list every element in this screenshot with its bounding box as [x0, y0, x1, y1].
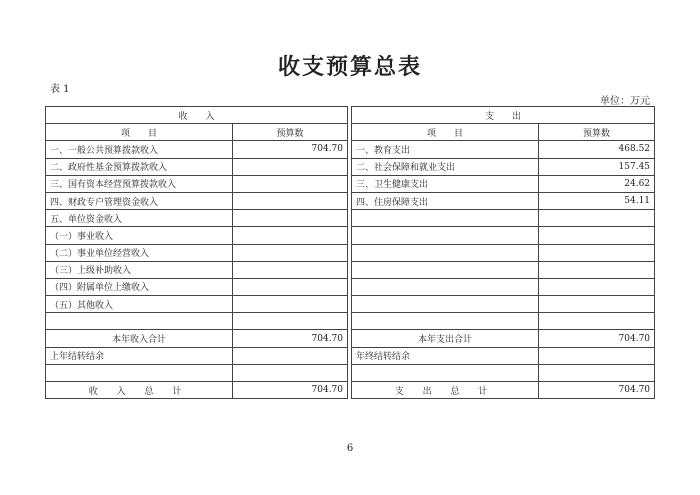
- table-row: [46, 175, 655, 192]
- income-amount-cell: 704.70: [233, 141, 348, 158]
- expense-amount-cell: [539, 278, 655, 295]
- income-amount-cell: [233, 210, 348, 227]
- table-row: [46, 313, 655, 330]
- grand-total-row: [46, 382, 655, 399]
- blank-cell: [46, 364, 233, 381]
- page-title: 收支预算总表: [277, 55, 422, 80]
- carry-over-row: [46, 347, 655, 364]
- income-year-total-label: 本年收入合计: [46, 330, 233, 347]
- income-item-cell: （五）其他收入: [46, 296, 233, 313]
- expense-item-cell: [352, 278, 539, 295]
- expense-item-cell: [352, 313, 539, 330]
- expense-amount-cell: 54.11: [539, 192, 655, 209]
- expense-item-cell: [352, 244, 539, 261]
- expense-item-cell: [352, 227, 539, 244]
- expense-year-total-amount: 704.70: [539, 330, 655, 347]
- income-grand-total-label: 收 入 总 计: [46, 382, 233, 399]
- blank-row: [46, 364, 655, 381]
- income-item-cell: 一、一般公共预算拨款收入: [46, 141, 233, 158]
- income-amount-cell: [233, 175, 348, 192]
- income-grand-total-amount: 704.70: [233, 382, 348, 399]
- table-row: [46, 296, 655, 313]
- expense-item-cell: 二、社会保障和就业支出: [352, 158, 539, 175]
- expense-grand-total-amount: 704.70: [539, 382, 655, 399]
- income-amount-cell: [233, 227, 348, 244]
- expense-item-cell: 四、住房保障支出: [352, 192, 539, 209]
- table-row: [46, 261, 655, 278]
- income-amount-cell: [233, 313, 348, 330]
- expense-carry-over-label: 年终结转结余: [352, 347, 539, 364]
- income-amount-header: 预算数: [233, 124, 348, 141]
- table-row: [46, 192, 655, 209]
- expense-item-cell: 一、教育支出: [352, 141, 539, 158]
- income-amount-cell: [233, 261, 348, 278]
- expense-amount-cell: 24.62: [539, 175, 655, 192]
- blank-cell: [539, 364, 655, 381]
- income-carry-over-amount: [233, 347, 348, 364]
- income-item-cell: （四）附属单位上缴收入: [46, 278, 233, 295]
- year-total-row: [46, 330, 655, 347]
- expense-item-cell: [352, 296, 539, 313]
- blank-cell: [233, 364, 348, 381]
- income-amount-cell: [233, 278, 348, 295]
- expense-amount-cell: [539, 244, 655, 261]
- table-row: [46, 158, 655, 175]
- budget-table: [45, 106, 655, 399]
- income-item-cell: [46, 313, 233, 330]
- expense-amount-cell: [539, 210, 655, 227]
- unit-label: 单位：万元: [600, 96, 650, 107]
- expense-amount-cell: 468.52: [539, 141, 655, 158]
- expense-year-total-label: 本年支出合计: [352, 330, 539, 347]
- income-item-cell: 五、单位资金收入: [46, 210, 233, 227]
- expense-amount-cell: 157.45: [539, 158, 655, 175]
- table-row: [46, 210, 655, 227]
- expense-item-header: 项 目: [352, 124, 539, 141]
- income-item-cell: （二）事业单位经营收入: [46, 244, 233, 261]
- expense-amount-cell: [539, 227, 655, 244]
- table-row: [46, 227, 655, 244]
- income-year-total-amount: 704.70: [233, 330, 348, 347]
- income-item-cell: 二、政府性基金预算拨款收入: [46, 158, 233, 175]
- income-amount-cell: [233, 192, 348, 209]
- expense-grand-total-label: 支 出 总 计: [352, 382, 539, 399]
- expense-amount-header: 预算数: [539, 124, 655, 141]
- expense-item-cell: [352, 261, 539, 278]
- expense-amount-cell: [539, 313, 655, 330]
- table-row: [46, 278, 655, 295]
- expense-carry-over-amount: [539, 347, 655, 364]
- table-row: [46, 244, 655, 261]
- income-amount-cell: [233, 158, 348, 175]
- table-number: 表 1: [50, 84, 70, 95]
- expense-amount-cell: [539, 296, 655, 313]
- table-row: [46, 141, 655, 158]
- blank-cell: [352, 364, 539, 381]
- section-header-row: [46, 107, 655, 124]
- expense-item-cell: 三、卫生健康支出: [352, 175, 539, 192]
- income-carry-over-label: 上年结转结余: [46, 347, 233, 364]
- column-header-row: [46, 124, 655, 141]
- income-section-header: 收 入: [46, 107, 348, 124]
- page-number: 6: [346, 443, 354, 454]
- income-item-cell: 四、财政专户管理资金收入: [46, 192, 233, 209]
- income-amount-cell: [233, 244, 348, 261]
- income-amount-cell: [233, 296, 348, 313]
- income-item-cell: 三、国有资本经营预算拨款收入: [46, 175, 233, 192]
- income-item-cell: （一）事业收入: [46, 227, 233, 244]
- expense-amount-cell: [539, 261, 655, 278]
- income-item-cell: （三）上级补助收入: [46, 261, 233, 278]
- expense-section-header: 支 出: [352, 107, 655, 124]
- expense-item-cell: [352, 210, 539, 227]
- income-item-header: 项 目: [46, 124, 233, 141]
